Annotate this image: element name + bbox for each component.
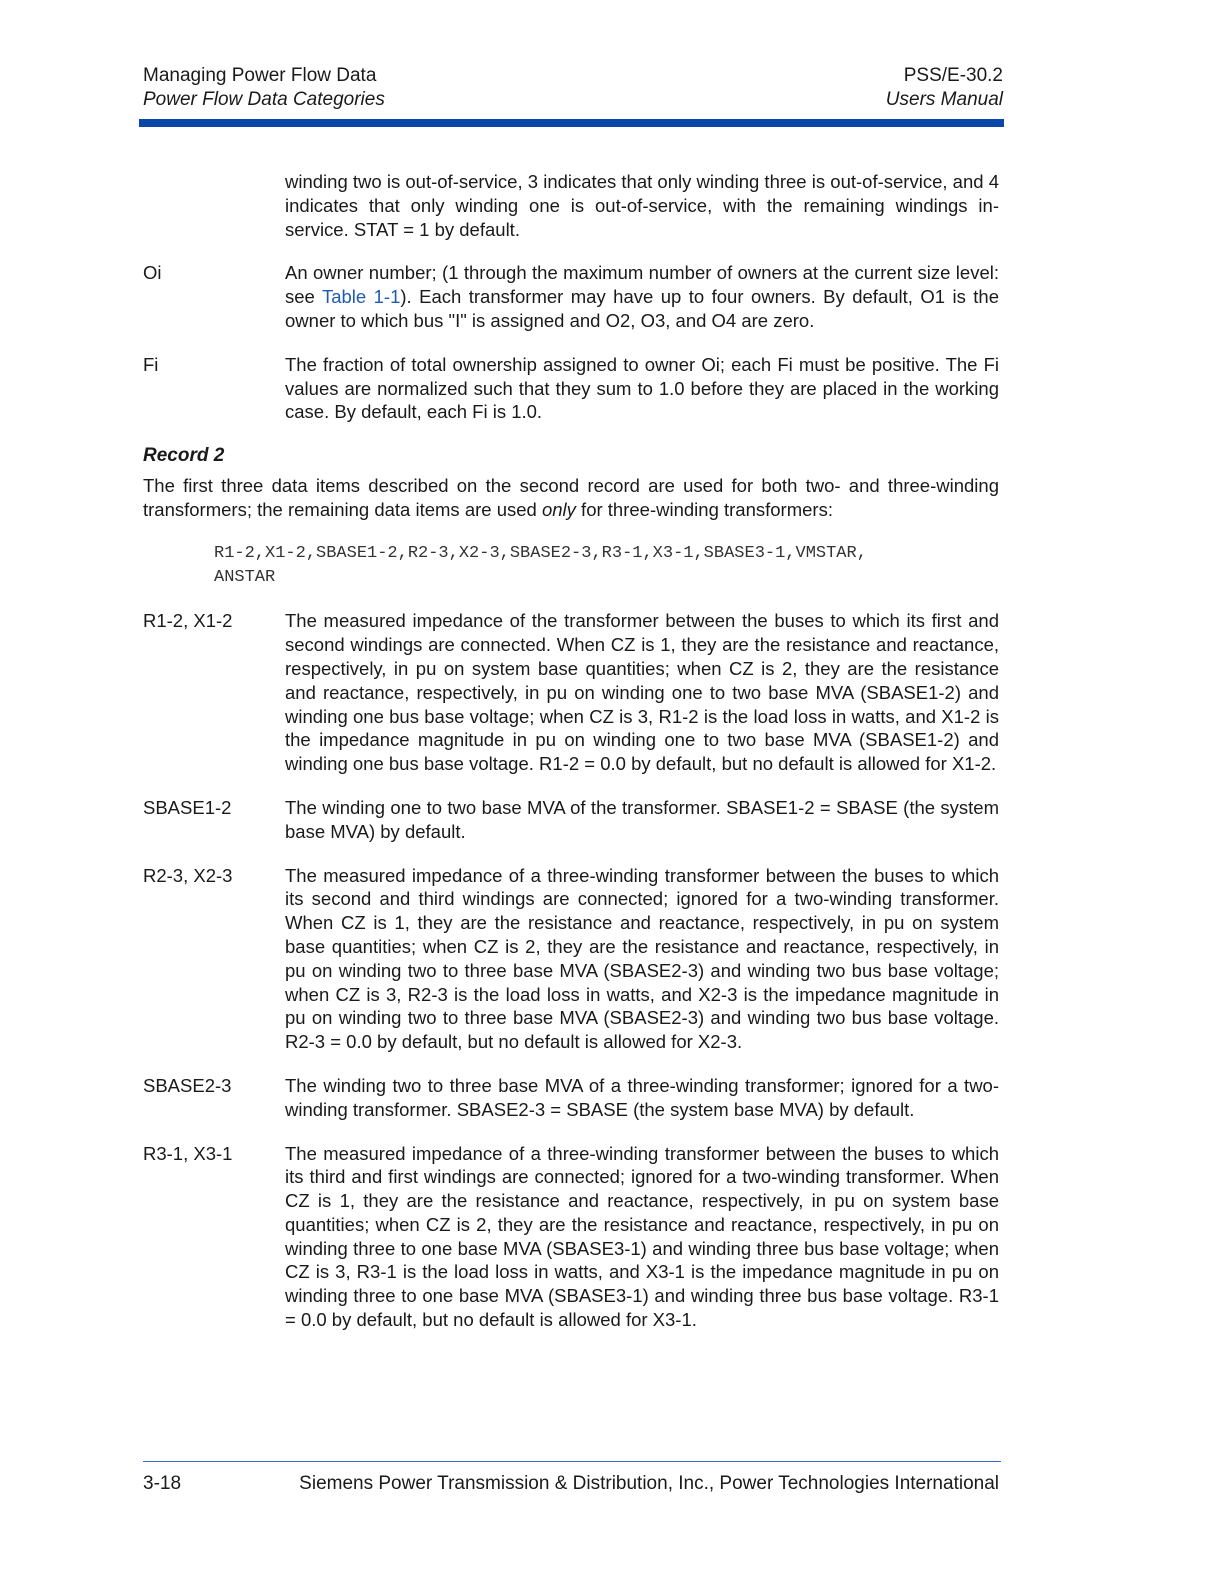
record-2-intro xyxy=(143,474,999,522)
header-right xyxy=(886,64,1003,112)
definition-oi xyxy=(143,261,999,332)
record-2-heading: Record 2 xyxy=(143,445,225,467)
definition-description: The winding two to three base MVA of a three-winding transformer; ignored for a two-winding transformer. SBASE2-3 = SBASE (the system base MVA) by default. xyxy=(285,1074,999,1120)
intro-text: for three-winding transformers: xyxy=(575,498,833,520)
definition-sbase1-2 xyxy=(143,796,999,844)
code-line: R1-2,X1-2,SBASE1-2,R2-3,X2-3,SBASE2-3,R3-1,X3-1,SBASE3-1,VMSTAR, xyxy=(214,543,867,563)
page-number: 3-18 xyxy=(143,1473,182,1494)
definition-r3-1 xyxy=(143,1142,999,1332)
definition-description: The measured impedance of a three-winding transformer between the buses to which its second and third windings are connected; ignored for a two-winding transformer. When CZ is 1, they are the resistance and reactance, respectively, in pu on system base quantities; when CZ is 2, they are the resistance and reactance, respectively, in pu on winding two to three base MVA (SBASE2-3) and winding two bus base voltage; when CZ is 3, R2-3 is the load loss in watts, and X2-3 is the impedance magnitude in pu on winding two to three base MVA (SBASE2-3) and winding two bus base voltage. R2-3 = 0.0 by default, but no default is allowed for X2-3. xyxy=(285,864,999,1053)
definition-description xyxy=(285,261,999,332)
definition-term: Oi xyxy=(143,262,162,284)
definition-sbase2-3 xyxy=(143,1074,999,1122)
definition-description: The measured impedance of a three-winding transformer between the buses to which its third and first windings are connected; ignored for a two-winding transformer. When CZ is 1, they are the resistance and reactance, respectively, in pu on system base quantities; when CZ is 2, they are the resistance and reactance, respectively, in pu on winding three to one base MVA (SBASE3-1) and winding three bus base voltage; when CZ is 3, R3-1 is the load loss in watts, and X3-1 is the impedance magnitude in pu on winding three to one base MVA (SBASE3-1) and winding three bus base voltage. R3-1 = 0.0 by default, but no default is allowed for X3-1. xyxy=(285,1142,999,1331)
continuation-paragraph: winding two is out-of-service, 3 indicates that only winding three is out-of-service, and 4 indicates that only winding one is out-of-service, with the remaining windings in-service. STAT = 1 by default. xyxy=(285,171,999,240)
definition-term: SBASE2-3 xyxy=(143,1074,232,1096)
definition-fi xyxy=(143,353,999,424)
footer-rule xyxy=(143,1461,1001,1462)
record-2-format xyxy=(214,542,999,590)
definition-term: Fi xyxy=(143,353,159,375)
code-line: ANSTAR xyxy=(214,567,276,587)
definition-description: The fraction of total ownership assigned to owner Oi; each Fi must be positive. The Fi values are normalized such that they sum to 1.0 before they are placed in the working case. By default, each Fi is 1.0. xyxy=(285,353,999,423)
intro-emphasis: only xyxy=(541,498,576,520)
table-1-1-link[interactable]: Table 1-1 xyxy=(321,286,401,308)
definition-r2-3 xyxy=(143,864,999,1054)
definition-r1-2 xyxy=(143,609,999,776)
page-content xyxy=(143,170,999,1352)
footer-company: Siemens Power Transmission & Distribution, Inc., Power Technologies International xyxy=(299,1473,999,1494)
definition-text: An owner number; (1 through the maximum number of owners at the current size level: see xyxy=(285,262,999,308)
definition-text: ). Each transformer may have up to four owners. By default, O1 is the owner to which bus "I" is assigned and O2, O3, and O4 are zero. xyxy=(285,286,1000,331)
definition-term: SBASE1-2 xyxy=(143,796,232,818)
header-rule xyxy=(139,119,1004,127)
header-section: Power Flow Data Categories xyxy=(143,89,385,110)
header-chapter: Managing Power Flow Data xyxy=(143,65,377,86)
header-manual: Users Manual xyxy=(885,89,1003,110)
header-product: PSS/E-30.2 xyxy=(903,65,1003,86)
definition-term: R3-1, X3-1 xyxy=(143,1142,233,1164)
definition-term: R2-3, X2-3 xyxy=(143,864,233,886)
definition-term: R1-2, X1-2 xyxy=(143,610,233,632)
page-header xyxy=(143,64,1003,124)
definition-description: The winding one to two base MVA of the transformer. SBASE1-2 = SBASE (the system base MVA) by default. xyxy=(285,796,999,842)
definition-description: The measured impedance of the transformer between the buses to which its first and second windings are connected. When CZ is 1, they are the resistance and reactance, respectively, in pu on system base quantities; when CZ is 2, they are the resistance and reactance, respectively, in pu on winding one to two base MVA (SBASE1-2) and winding one bus base voltage; when CZ is 3, R1-2 is the load loss in watts, and X1-2 is the impedance magnitude in pu on winding one to two base MVA (SBASE1-2) and winding one bus base voltage. R1-2 = 0.0 by default, but no default is allowed for X1-2. xyxy=(285,610,999,775)
intro-text: The first three data items described on the second record are used for both two- and three-winding transformers; the remaining data items are used xyxy=(143,475,999,520)
header-left xyxy=(143,64,385,112)
